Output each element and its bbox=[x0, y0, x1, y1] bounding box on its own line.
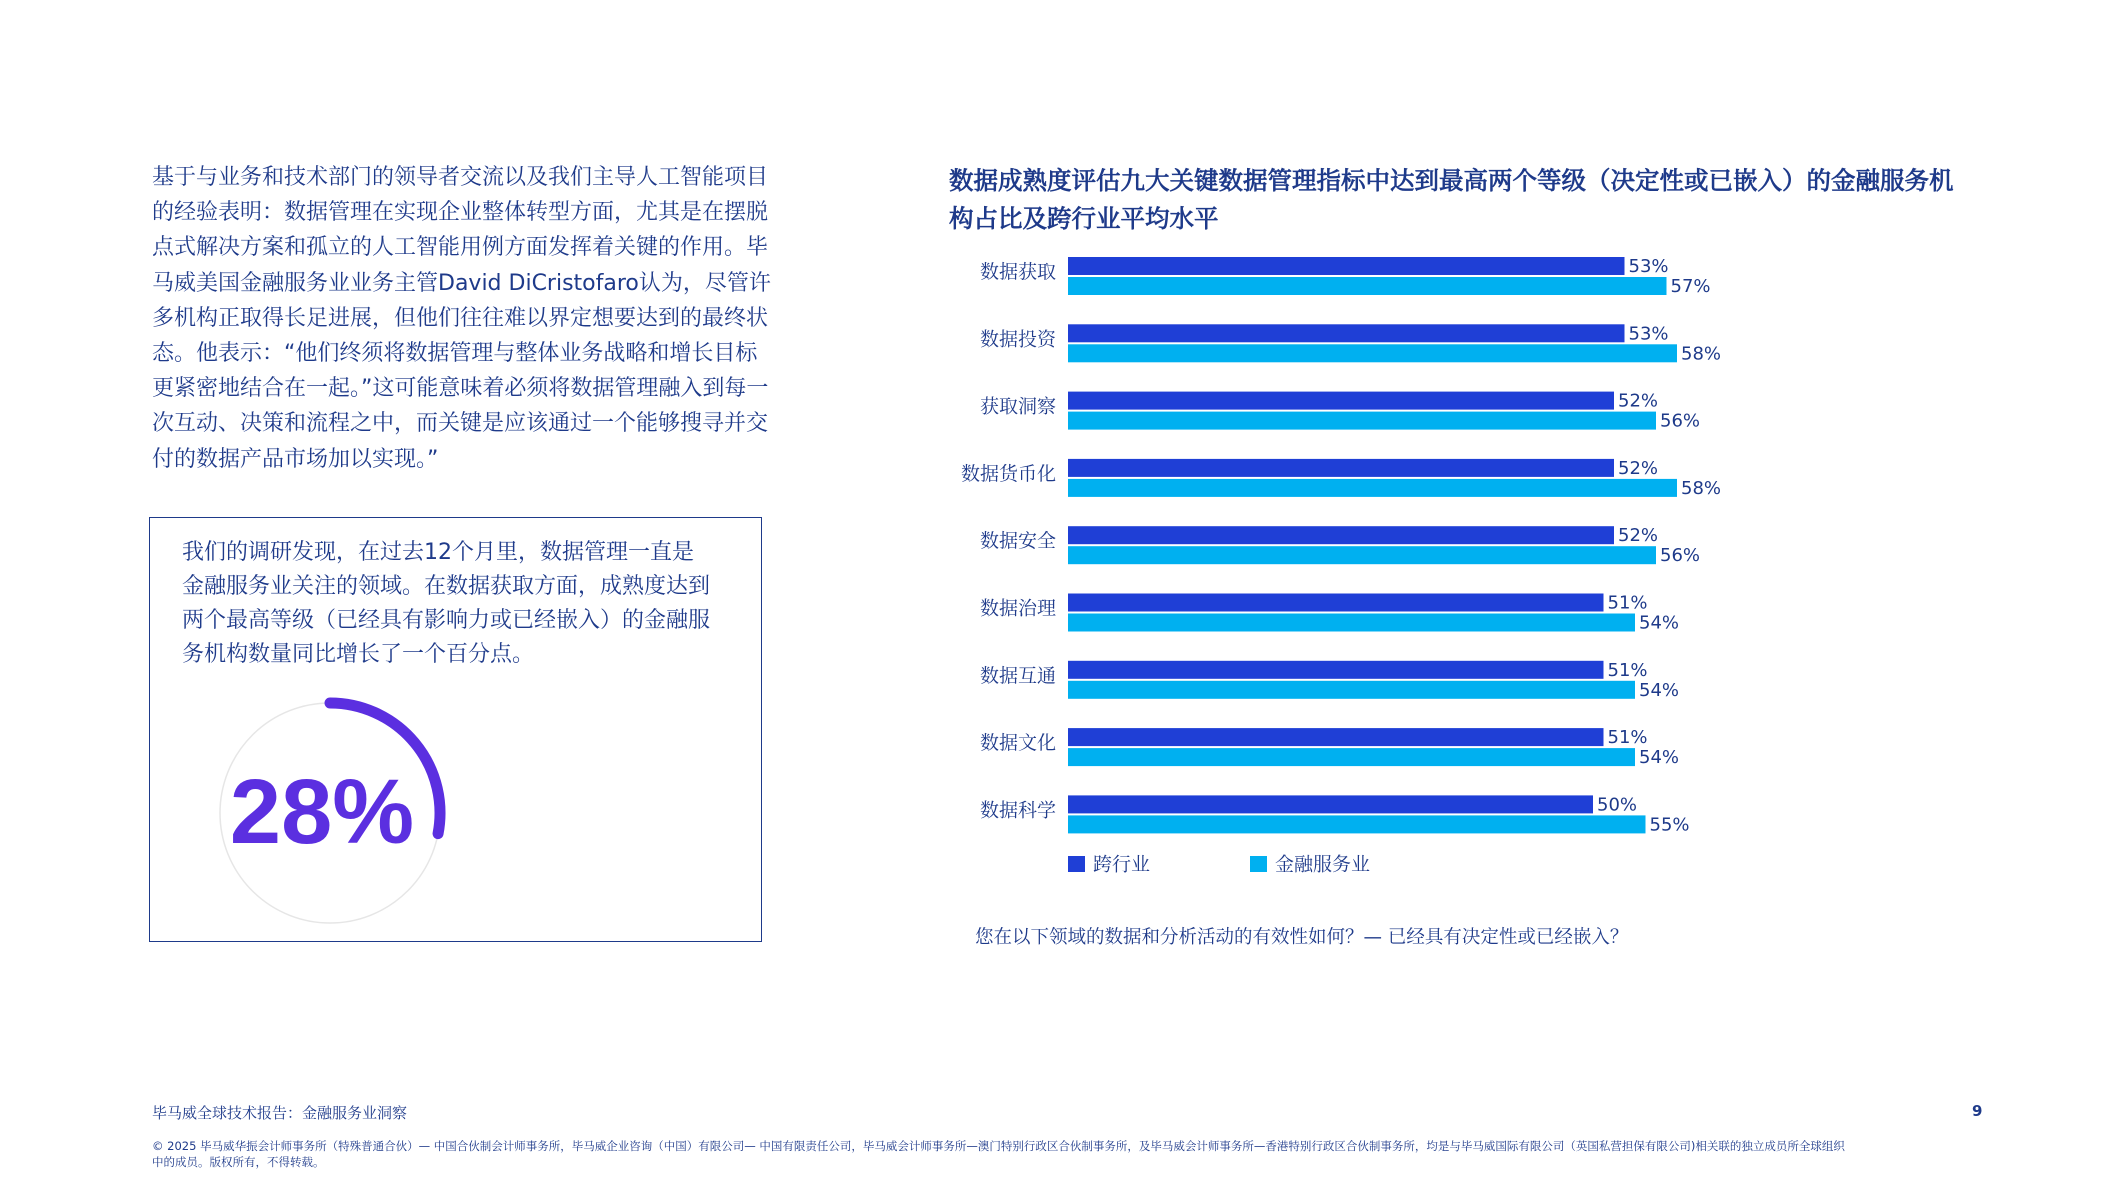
category-label: 数据科学 bbox=[979, 799, 1056, 822]
bar-0 bbox=[1068, 728, 1604, 746]
bar-0 bbox=[1068, 526, 1614, 544]
intro-paragraph: 基于与业务和技术部门的领导者交流以及我们主导人工智能项目的经验表明：数据管理在实现企业整体转型方面，尤其是在摆脱点式解决方案和孤立的人工智能用例方面发挥着关键的作用。毕马威美国金融服务业业务主管David DiCristofaro认为，尽管许多机构正取得长足进展，但他们往往难以界定想要达到的最终状态。他表示：“他们终须将数据管理与整体业务战略和增长目标更紧密地结合在一起。”这可能意味着必须将数据管理融入到每一次互动、决策和流程之中，而关键是应该通过一个能够搜寻并交付的数据产品市场加以实现。” bbox=[152, 165, 771, 472]
category-label: 数据货币化 bbox=[960, 462, 1056, 485]
bar-value-label: 52% bbox=[1618, 390, 1659, 412]
category-label: 数据安全 bbox=[979, 530, 1056, 553]
category-label: 数据文化 bbox=[979, 732, 1056, 755]
category-label: 获取洞察 bbox=[979, 395, 1056, 418]
bar-0 bbox=[1068, 459, 1614, 477]
bar-value-label: 53% bbox=[1628, 323, 1669, 345]
bar-value-label: 50% bbox=[1597, 794, 1638, 816]
category-label: 数据治理 bbox=[979, 597, 1056, 620]
bar-value-label: 54% bbox=[1639, 747, 1680, 769]
bar-value-label: 54% bbox=[1639, 612, 1680, 634]
bar-1 bbox=[1068, 546, 1656, 564]
bar-value-label: 54% bbox=[1639, 679, 1680, 701]
bar-1 bbox=[1068, 412, 1656, 430]
bar-1 bbox=[1068, 277, 1667, 295]
category-label: 数据互通 bbox=[979, 664, 1056, 687]
bar-value-label: 55% bbox=[1649, 814, 1690, 836]
bar-value-label: 58% bbox=[1681, 343, 1722, 365]
legend-swatch bbox=[1250, 856, 1267, 872]
gauge-value-label: 28% bbox=[229, 761, 415, 863]
bar-0 bbox=[1068, 594, 1604, 612]
bar-1 bbox=[1068, 479, 1677, 497]
gauge-chart bbox=[210, 693, 450, 933]
legend-label: 金融服务业 bbox=[1275, 853, 1371, 876]
footer-report-title: 毕马威全球技术报告：金融服务业洞察 bbox=[152, 1104, 408, 1122]
legend-swatch bbox=[1068, 856, 1085, 872]
bar-value-label: 57% bbox=[1670, 276, 1711, 297]
bar-value-label: 51% bbox=[1607, 659, 1648, 681]
bar-value-label: 52% bbox=[1618, 457, 1659, 479]
page-number: 9 bbox=[1972, 1102, 1983, 1120]
category-label: 数据投资 bbox=[979, 328, 1056, 351]
chart-title: 数据成熟度评估九大关键数据管理指标中达到最高两个等级（决定性或已嵌入）的金融服务机构占比及跨行业平均水平 bbox=[949, 166, 1954, 233]
bar-value-label: 51% bbox=[1607, 592, 1648, 614]
legend-label: 跨行业 bbox=[1093, 853, 1151, 876]
bar-value-label: 52% bbox=[1618, 525, 1659, 547]
callout-box bbox=[149, 517, 762, 942]
bar-0 bbox=[1068, 392, 1614, 410]
bar-1 bbox=[1068, 344, 1677, 362]
callout-text: 我们的调研发现，在过去12个月里，数据管理一直是金融服务业关注的领域。在数据获取方面，成熟度达到两个最高等级（已经具有影响力或已经嵌入）的金融服务机构数量同比增长了一个百分点。 bbox=[182, 540, 711, 667]
bar-value-label: 56% bbox=[1660, 545, 1701, 567]
bar-0 bbox=[1068, 795, 1593, 813]
bar-chart bbox=[940, 240, 2040, 900]
survey-question: 您在以下领域的数据和分析活动的有效性如何？— 已经具有决定性或已经嵌入？ bbox=[975, 927, 1629, 948]
bar-value-label: 58% bbox=[1681, 477, 1722, 499]
bar-value-label: 53% bbox=[1628, 256, 1669, 277]
bar-0 bbox=[1068, 324, 1625, 342]
bar-1 bbox=[1068, 614, 1635, 632]
bar-value-label: 51% bbox=[1607, 727, 1648, 749]
category-label: 数据获取 bbox=[979, 261, 1056, 283]
bar-value-label: 56% bbox=[1660, 410, 1701, 432]
bar-1 bbox=[1068, 681, 1635, 699]
bar-0 bbox=[1068, 661, 1604, 679]
copyright-notice: © 2025 毕马威华振会计师事务所（特殊普通合伙）— 中国合伙制会计师事务所，毕马威企业咨询（中国）有限公司— 中国有限责任公司，毕马威会计师事务所—澳门特别行政区合伙制事务所，及毕马威会计师事务所—香港特别行政区合伙制事务所，均是与毕马威国际有限公司（英国私营担保有限公司)相关联的独立成员所全球组织中的成员。版权所有，不得转载。 bbox=[152, 1139, 1845, 1169]
bar-1 bbox=[1068, 748, 1635, 766]
bar-1 bbox=[1068, 815, 1646, 833]
bar-0 bbox=[1068, 257, 1625, 275]
